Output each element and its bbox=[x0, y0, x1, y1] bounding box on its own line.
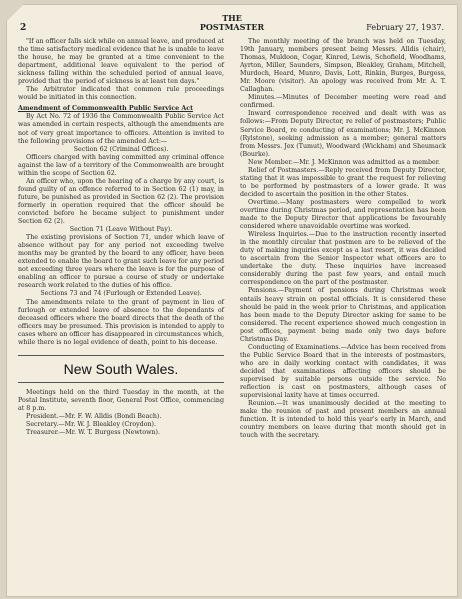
paragraph: Reunion.—It was unanimously decided at the meeting to make the reunion of past and present members an annual function. It is intended to hold this year's early in March, and country members on leave during that month should get in touch with the secretary. bbox=[240, 400, 446, 440]
paragraph: The existing provisions of Section 71, under which leave of absence without pay for any period not exceeding twelve months may be granted by the board to any officer, have been extended to enable the board to grant such leave for any period not exceeding three years where the leave is for the purpose of enabling an officer to pursue a course of study or undertake research work related to the duties of his office. bbox=[18, 234, 224, 290]
paragraph: The monthly meeting of the branch was held on Tuesday, 19th January, members present being Messrs. Alldis (chair), Thomas, Muldoon, Cogar, Kinred, Lewis, Schofield, Woodhams, Ayrton, Miller, Saunders, Simpson, Bleakley, Graham, Mitchell, Murdoch, Heard, Munro, Davis, Lott, Rinkin, Burges, Burgess, Mr. Moore (visitor). An apology was received from Mr. A. T. Callaghan. bbox=[240, 38, 446, 94]
left-column bbox=[18, 38, 224, 437]
officer-president: President.—Mr. F. W. Alldis (Bondi Beach). bbox=[26, 412, 162, 420]
paragraph: The Arbitrator indicated that common rule proceedings would be initiated in this connection. bbox=[18, 86, 224, 102]
subsection-heading: Sections 73 and 74 (Furlough or Extended Leave). bbox=[40, 290, 202, 298]
paragraph: An officer who, upon the hearing of a charge by any court, is found guilty of an offence referred to in Section 62 (1) may, in future, be punished as provided in Section 62 (2). The provision formerly in operation required that the officer should be convicted before he became subject to punishment under Section 62 (2). bbox=[18, 177, 224, 226]
section-heading: Amendment of Commonwealth Public Service Act bbox=[18, 105, 193, 113]
officer-secretary: Secretary.—Mr. W. J. Bleakley (Croydon). bbox=[26, 420, 157, 428]
paragraph: Conducting of Examinations.—Advice has been received from the Public Service Board that in the interests of postmasters, who are in daily working contact with candidates, it was decided that examinations affecting officers should be supervised by suitable persons outside the service. No reflection is cast on postmasters, although cases of supervisional laxity have at times occurred. bbox=[240, 343, 446, 400]
right-column bbox=[240, 38, 446, 440]
page-number: 2 bbox=[20, 23, 27, 33]
paragraph: Wireless Inquiries.—Due to the instruction recently inserted in the monthly circular that postmen are to be relieved of the duty of making inquiries except as a last resort, it was decided to ascertain from the Senior Inspector what officers are to undertake the duty. These inquiries have increased considerably during the past few years, and entail much correspondence on the part of the postmaster. bbox=[240, 231, 446, 287]
paragraph: Overtime.—Many postmasters were compelled to work overtime during Christmas period, and representation has been made to the Deputy Director that applications be favourably considered where unavoidable overtime was worked. bbox=[240, 198, 446, 231]
paragraph: Pensions.—Payment of pensions during Christmas week entails heavy strain on postal officials. It is considered these should be paid in the week prior to Christmas, and application has been made to the Deputy Director asking for same to be considered. The recent experience showed much congestion in post offices, payment being made only two days before Christmas Day. bbox=[240, 287, 446, 343]
publication-title-line2: POSTMASTER bbox=[199, 22, 265, 32]
subsection-heading: Section 62 (Criminal Offices). bbox=[73, 145, 169, 153]
paragraph: Officers charged with having committed any criminal offence against the law of a territory of the Commonwealth are brought within the scope of Section 62. bbox=[18, 153, 224, 177]
paragraph: Minutes.—Minutes of December meeting were read and confirmed. bbox=[240, 94, 446, 110]
paragraph: "If an officer falls sick while on annual leave, and produced at the time satisfactory medical evidence that he is unable to leave the house, he may be granted at a time convenient to the department, additional leave equivalent to the period of sickness falling within the scheduled period of annual leave, provided that the period of sickness is at least ten days." bbox=[18, 38, 224, 86]
paragraph: Meetings held on the third Tuesday in the month, at the Postal Institute, seventh floor, General Post Office, commencing at 8 p.m. bbox=[18, 388, 224, 412]
magazine-page bbox=[6, 4, 458, 597]
issue-date: February 27, 1937. bbox=[366, 23, 444, 32]
paragraph: New Member.—Mr. J. McKinnon was admitted as a member. bbox=[248, 158, 441, 166]
page-header bbox=[20, 12, 444, 36]
publication-title-line1: THE bbox=[222, 13, 242, 23]
paragraph: By Act No. 72 of 1936 the Commonwealth Public Service Act was amended in certain respects, although the amendments are not of very great importance to officers. Attention is invited to the following provisions of the amended Act:— bbox=[18, 113, 224, 145]
subsection-heading: Section 71 (Leave Without Pay). bbox=[69, 226, 173, 234]
paragraph: Relief of Postmasters.—Reply received from Deputy Director, stating that it was impossible to grant the request for relieving to be performed by postmasters of a lower grade. It was decided to ascertain the position in the other States. bbox=[240, 166, 446, 198]
paragraph: The amendments relate to the grant of payment in lieu of furlough or extended leave of absence to the dependants of deceased officers where the board directs that the death of the officers may be presumed. This provision is intended to apply to cases where an officer has disappeared in circumstances which, while there is no legal evidence of death, point to his decease. bbox=[18, 298, 224, 346]
officer-treasurer: Treasurer.—Mr. W. T. Burgess (Newtown). bbox=[26, 429, 160, 437]
officers-list bbox=[18, 413, 224, 437]
paragraph: Inward correspondence received and dealt with was as follows:—From Deputy Director, re relief of postmasters; Public Service Board, re conducting of examinations; Mr. J. McKinnon (Rylstone), seeking admission as a member; general matters from Messrs. Jex (Tumut), Woodward (Wickham) and Sheumack (Bourke). bbox=[240, 110, 446, 158]
section-banner: New South Wales. bbox=[18, 355, 224, 383]
